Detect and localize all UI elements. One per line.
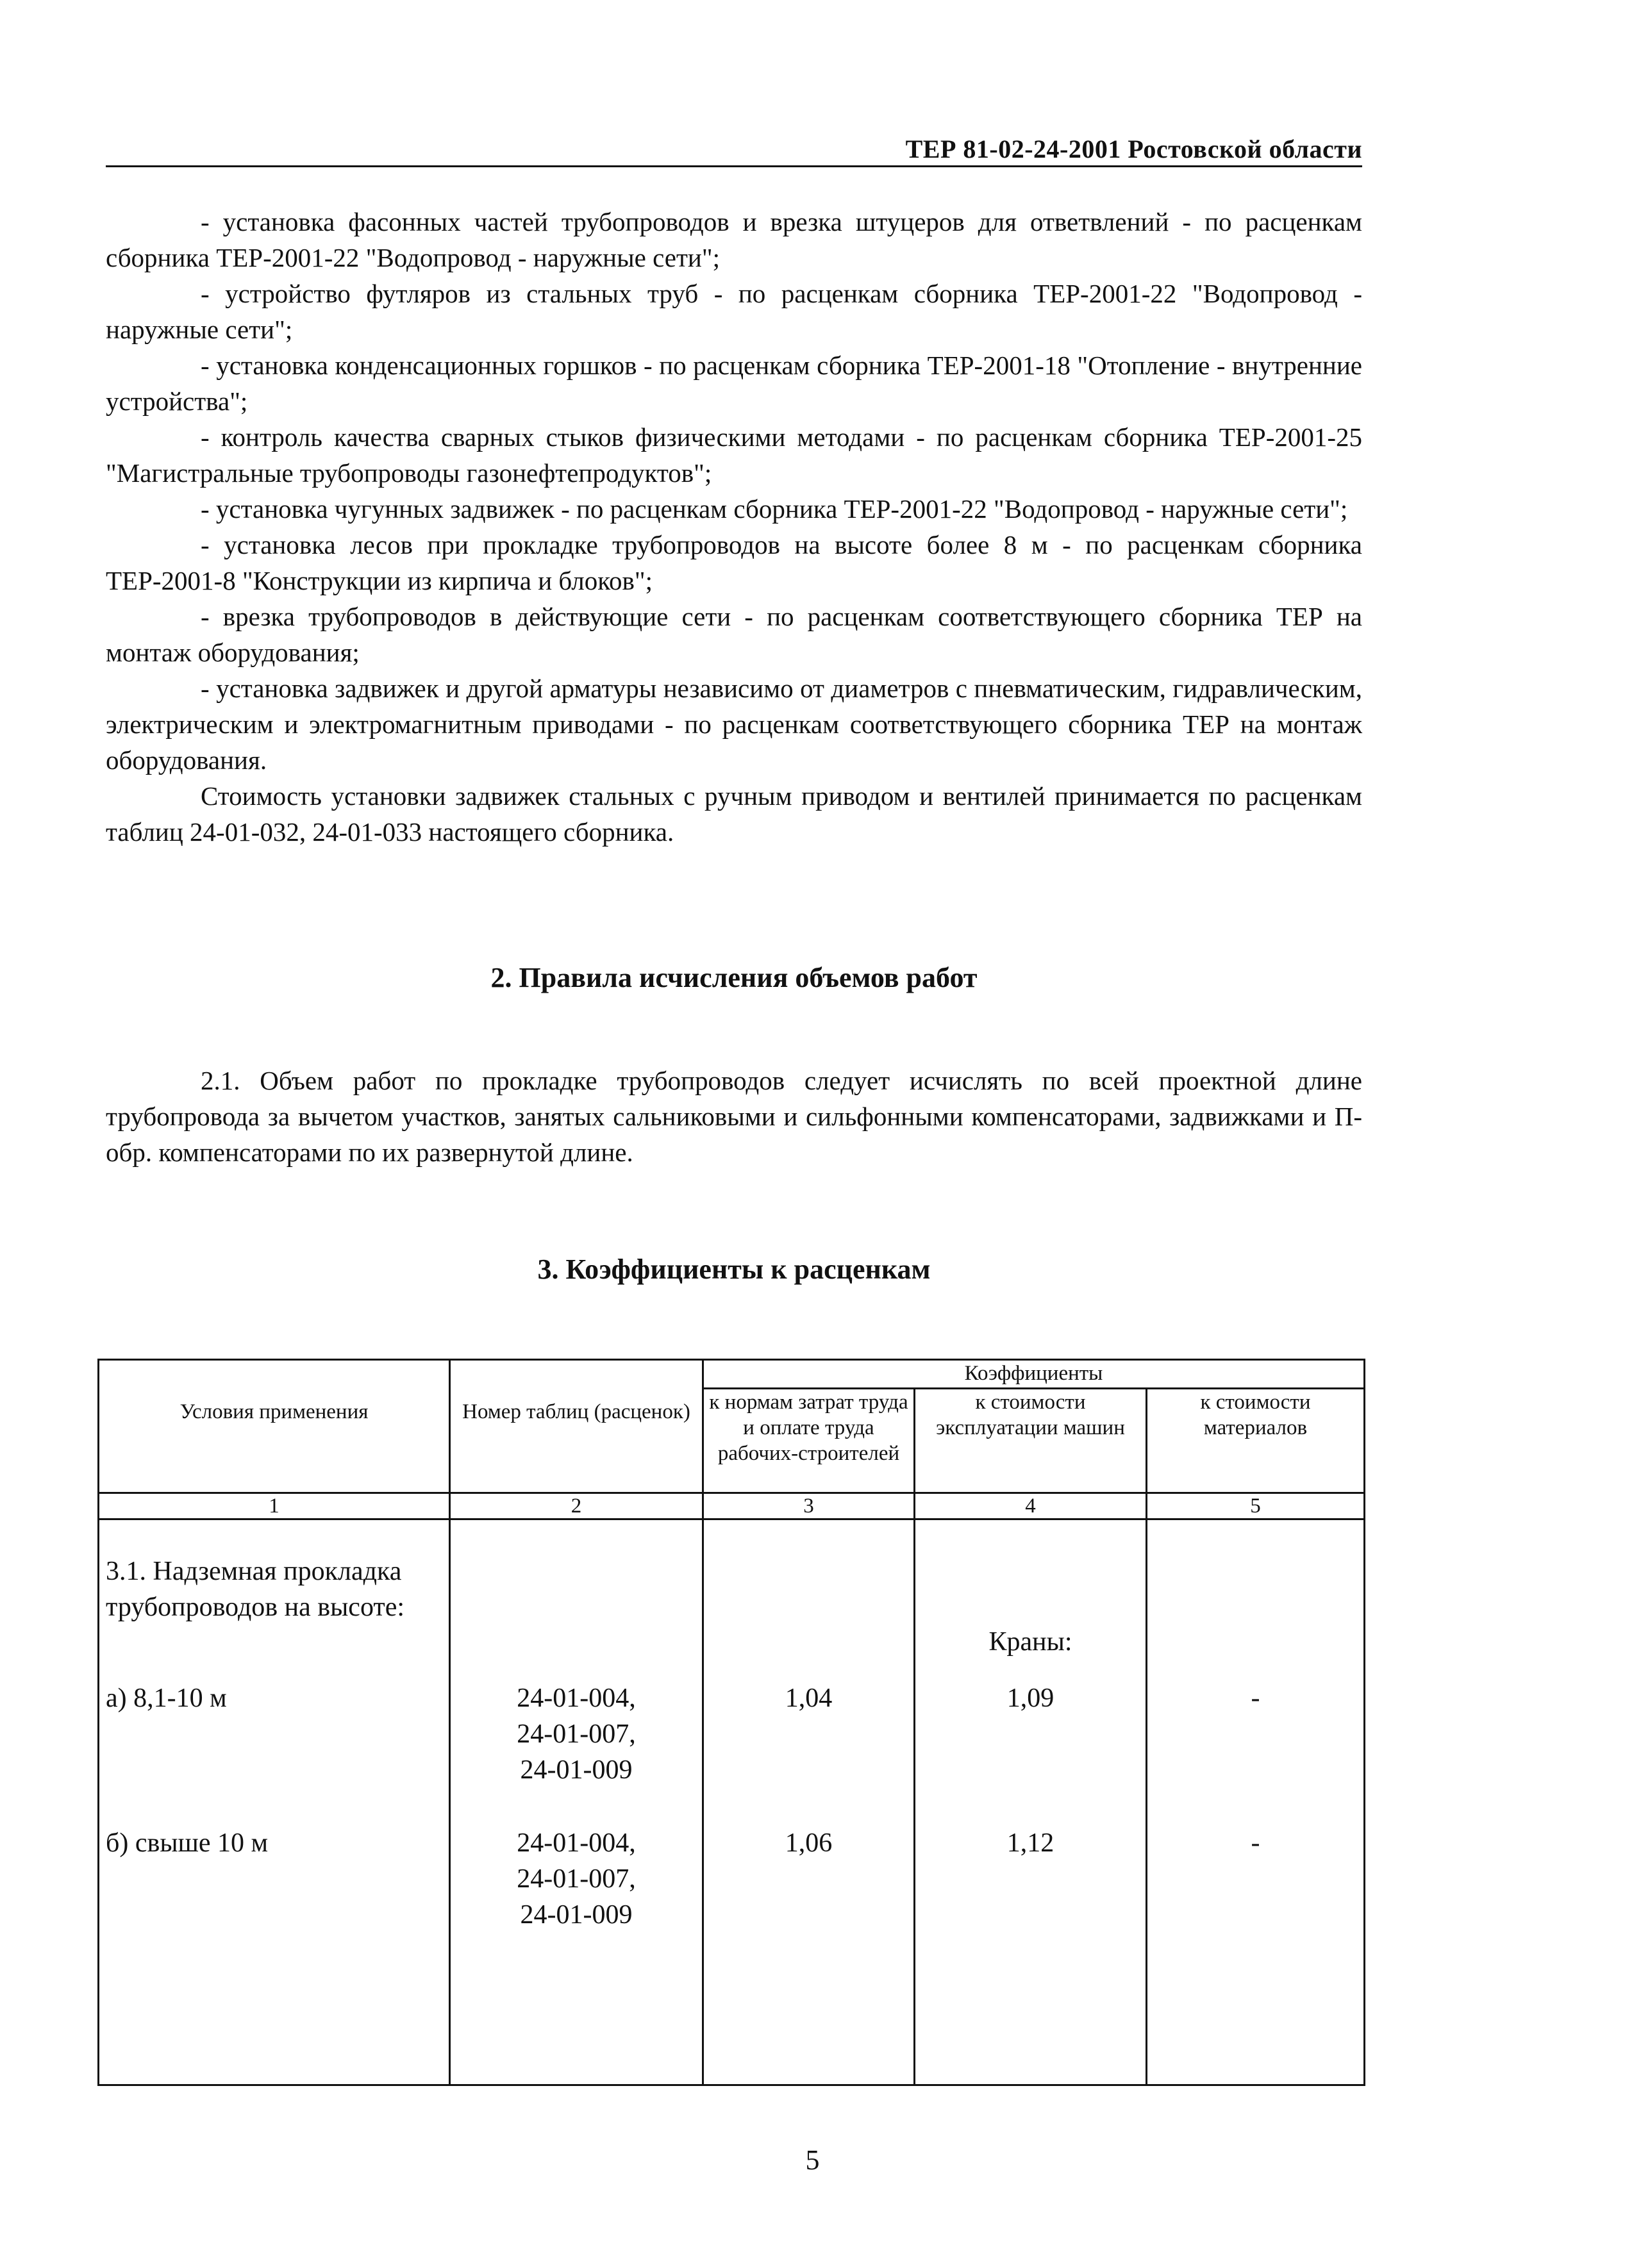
table-number: 24-01-004,	[517, 1684, 636, 1713]
column-group-header-coefficients: Коэффициенты	[703, 1360, 1365, 1389]
section-3-title: 3. Коэффициенты к расценкам	[537, 1254, 931, 1285]
table-numbers-cell	[450, 1519, 703, 2085]
cranes-note: Краны:	[988, 1627, 1072, 1657]
section-2-title: 2. Правила исчисления объемов работ	[490, 962, 978, 993]
column-header-materials: к стоимости материалов	[1147, 1389, 1365, 1493]
paragraph: 2.1. Объем работ по прокладке трубопроводов следует исчислять по всей проектной длине трубопровода за вычетом участков, занятых сальниковыми и сильфонными компенсаторами, задвижками и П-обр. компенсаторами по их развернутой длине.	[106, 1066, 1362, 1167]
machine-coefficient-a: 1,09	[1006, 1684, 1054, 1713]
conditions-cell	[99, 1519, 450, 2085]
machine-coefficient-b: 1,12	[1006, 1828, 1054, 1858]
table-number: 24-01-007,	[517, 1719, 636, 1749]
column-number: 5	[1147, 1493, 1365, 1519]
column-number-row	[99, 1493, 1365, 1519]
paragraph: - устройство футляров из стальных труб - по расценкам сборника ТЕР-2001-22 "Водопровод - наружные сети";	[106, 279, 1362, 344]
group-condition: 3.1. Надземная прокладка трубопроводов на высоте:	[106, 1557, 405, 1622]
paragraph: - установка конденсационных горшков - по расценкам сборника ТЕР-2001-18 "Отопление - внутренние устройства";	[106, 351, 1362, 416]
paragraph: - контроль качества сварных стыков физическими методами - по расценкам сборника ТЕР-2001-25 "Магистральные трубопроводы газонефтепродуктов";	[106, 422, 1362, 488]
labor-coefficient-a: 1,04	[785, 1684, 833, 1713]
page-number: 5	[805, 2144, 820, 2176]
table-number: 24-01-004,	[517, 1828, 636, 1858]
column-number: 2	[450, 1493, 703, 1519]
intro-text	[106, 204, 1362, 850]
condition-b: б) свыше 10 м	[106, 1828, 269, 1858]
document-reference: ТЕР 81-02-24-2001 Ростовской области	[905, 135, 1362, 163]
paragraph: - установка задвижек и другой арматуры независимо от диаметров с пневматическим, гидравлическим, электрическим и электромагнитным приводами - по расценкам соответствующего сборника ТЕР на монтаж оборудования.	[106, 674, 1362, 775]
labor-coefficient-b: 1,06	[785, 1828, 833, 1858]
material-coefficients-cell	[1147, 1519, 1365, 2085]
material-coefficient-a: -	[1251, 1684, 1260, 1713]
table-number: 24-01-009	[520, 1900, 633, 1930]
condition-a: а) 8,1-10 м	[106, 1684, 227, 1713]
table-number: 24-01-007,	[517, 1864, 636, 1894]
column-header-conditions: Условия применения	[99, 1360, 450, 1493]
column-header-machines: к стоимости эксплуатации машин	[915, 1389, 1147, 1493]
paragraph: - установка лесов при прокладке трубопроводов на высоте более 8 м - по расценкам сборника ТЕР-2001-8 "Конструкции из кирпича и блоков";	[106, 530, 1362, 595]
material-coefficient-b: -	[1251, 1828, 1260, 1858]
table-numbers-b	[451, 1825, 702, 1933]
paragraph: - установка фасонных частей трубопроводов и врезка штуцеров для ответвлений - по расценкам сборника ТЕР-2001-22 "Водопровод - наружные сети";	[106, 207, 1362, 272]
column-number: 3	[703, 1493, 915, 1519]
machine-coefficients-cell	[915, 1519, 1147, 2085]
table-number: 24-01-009	[520, 1755, 633, 1785]
coefficients-table	[97, 1359, 1365, 2086]
paragraph: - врезка трубопроводов в действующие сети - по расценкам соответствующего сборника ТЕР на монтаж оборудования;	[106, 602, 1362, 667]
table-body-row	[99, 1519, 1365, 2085]
column-header-table-numbers: Номер таблиц (расценок)	[450, 1360, 703, 1493]
paragraph: - установка чугунных задвижек - по расценкам сборника ТЕР-2001-22 "Водопровод - наружные сети";	[201, 494, 1348, 524]
column-number: 4	[915, 1493, 1147, 1519]
column-number: 1	[99, 1493, 450, 1519]
column-header-labor: к нормам затрат труда и оплате труда рабочих-строителей	[703, 1389, 915, 1493]
page-header	[106, 133, 1362, 167]
labor-coefficients-cell	[703, 1519, 915, 2085]
table-numbers-a	[451, 1680, 702, 1788]
section-2-text	[106, 1063, 1362, 1170]
paragraph: Стоимость установки задвижек стальных с ручным приводом и вентилей принимается по расценкам таблиц 24-01-032, 24-01-033 настоящего сборника.	[106, 781, 1362, 847]
